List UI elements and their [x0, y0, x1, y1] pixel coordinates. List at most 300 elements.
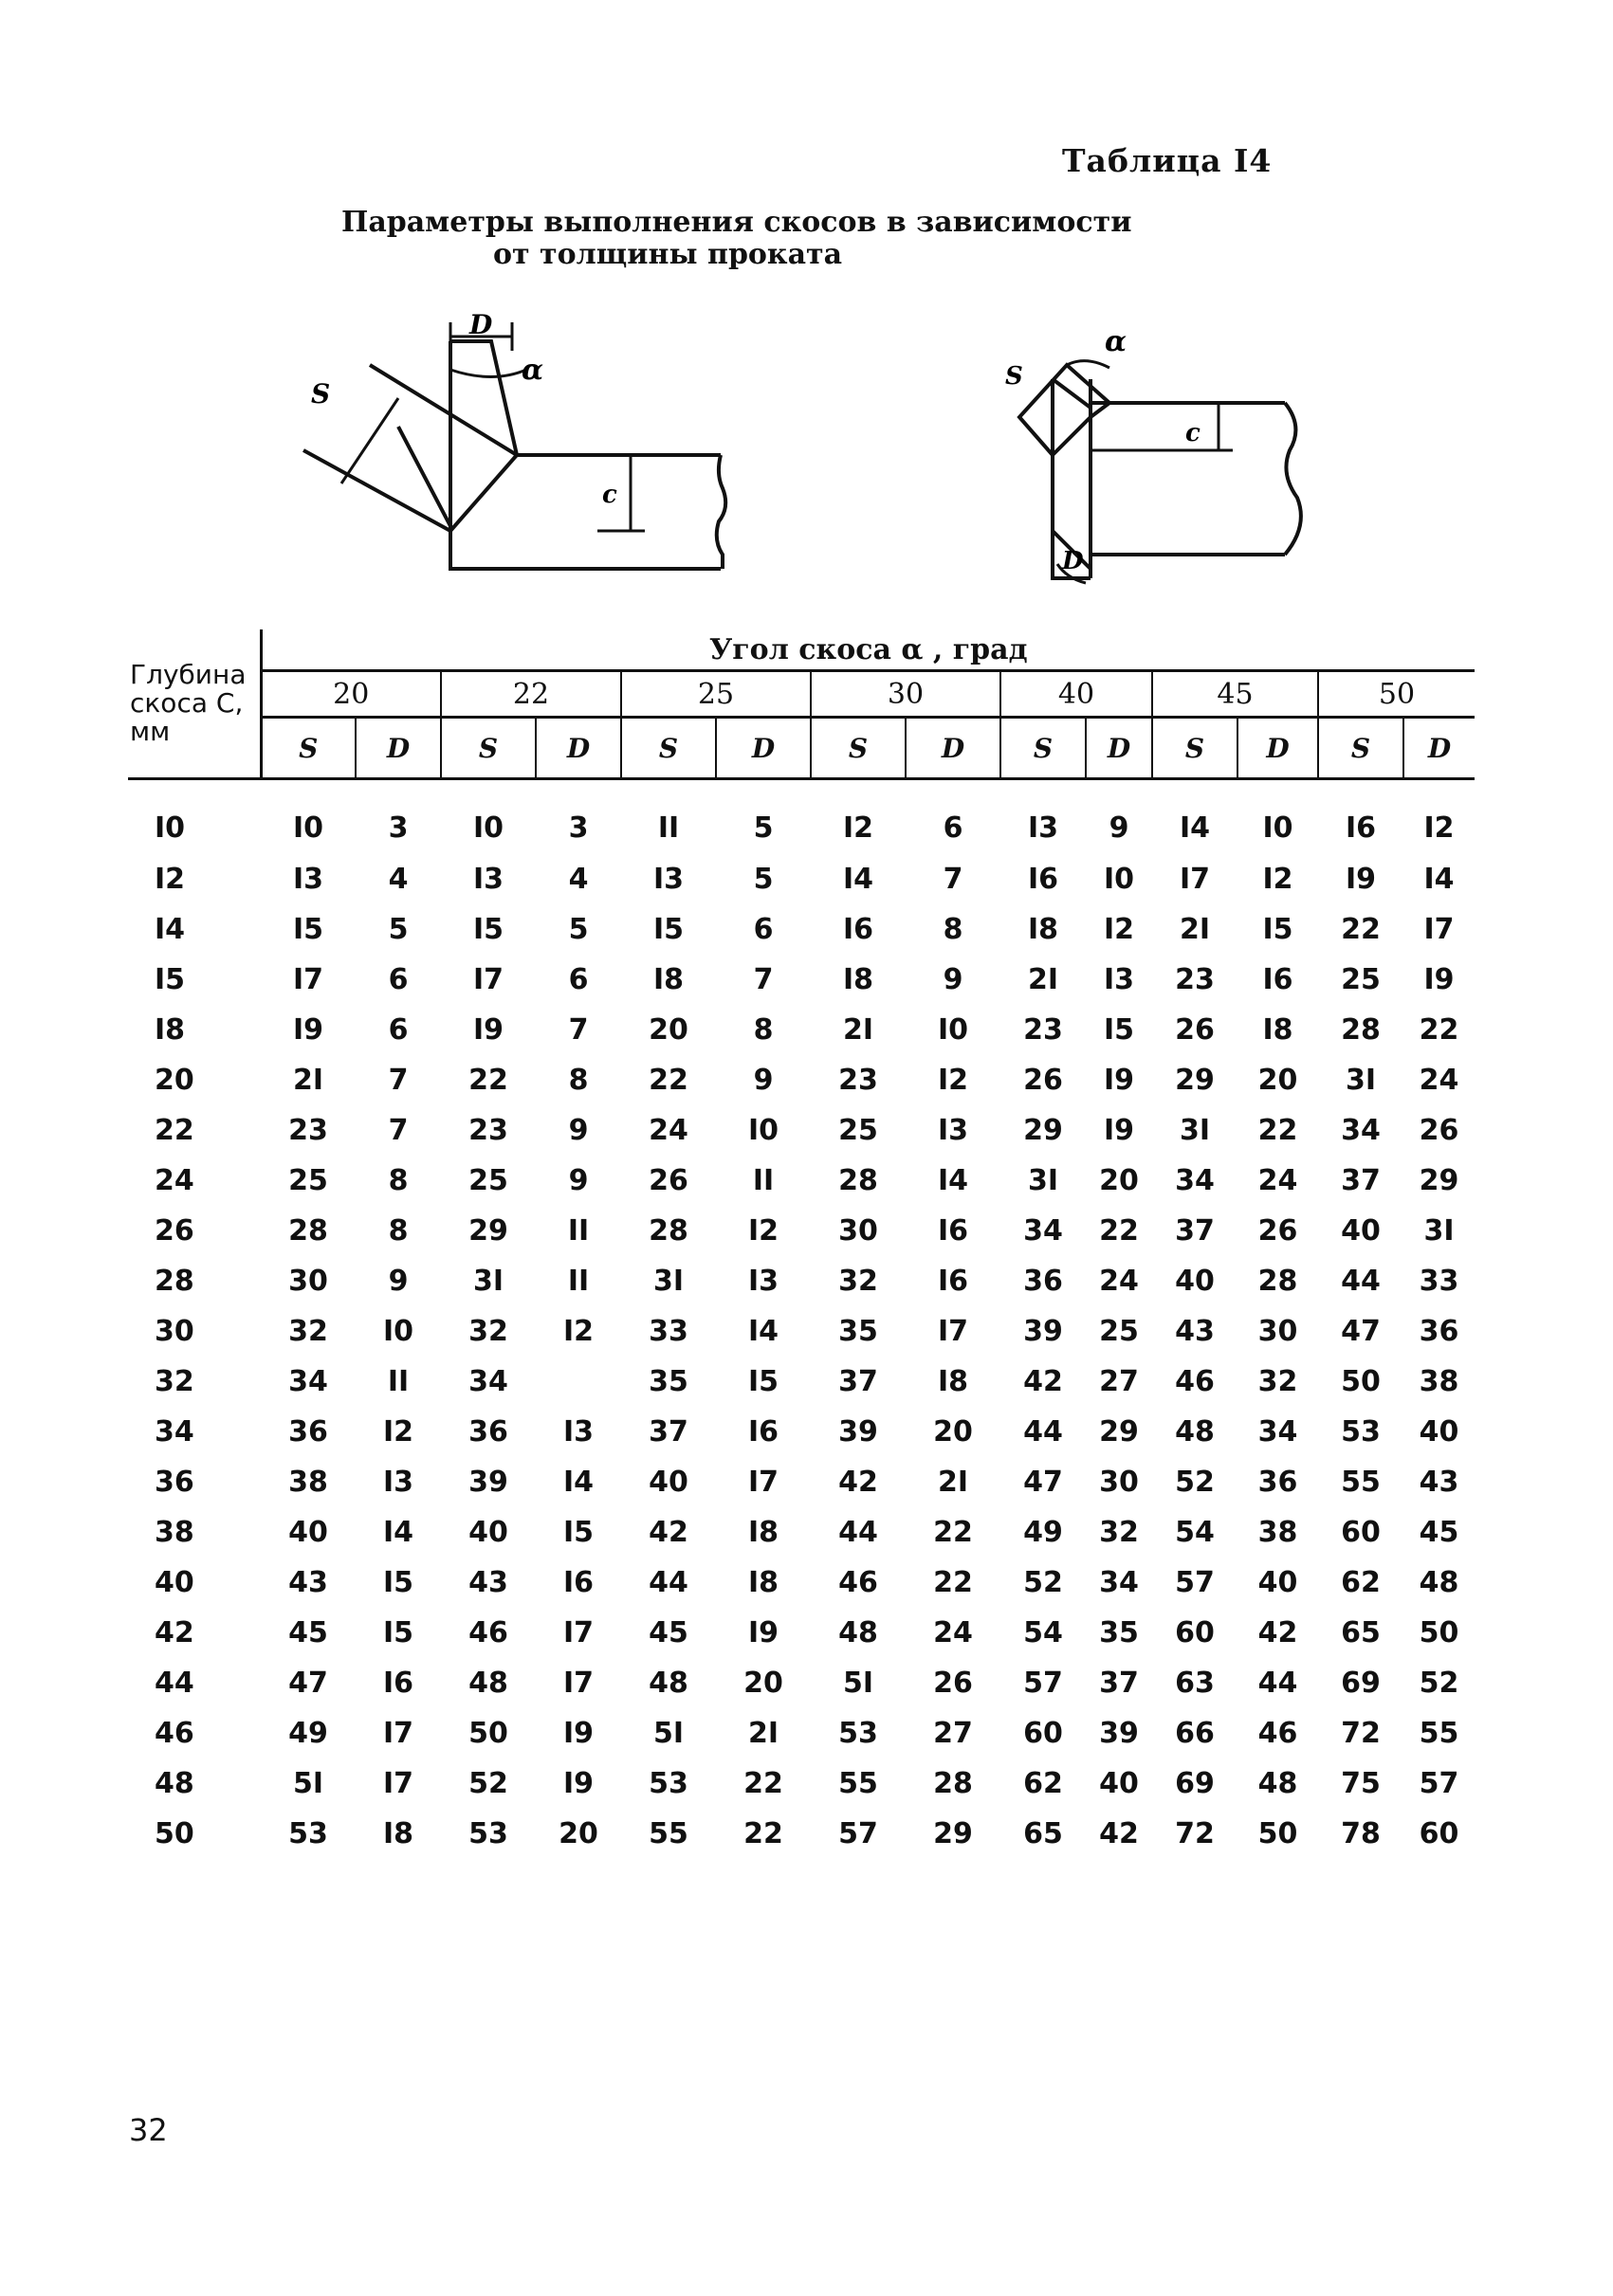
value-cell: 63 [1175, 1667, 1215, 1700]
value-cell: 29 [1099, 1415, 1139, 1449]
col-s: S [1152, 718, 1237, 779]
value-cell: 36 [1257, 1466, 1298, 1499]
value-cell: 55 [1419, 1717, 1459, 1750]
value-cell: 30 [288, 1265, 328, 1298]
value-cell: 22 [933, 1516, 973, 1549]
value-cell: 48 [468, 1667, 508, 1700]
value-cell: 25 [288, 1164, 328, 1197]
value-cell: 40 [288, 1516, 328, 1549]
value-cell: 22 [933, 1566, 973, 1599]
value-cell: I2 [747, 1214, 779, 1248]
col-d: D [536, 718, 621, 779]
value-cell: 53 [838, 1717, 878, 1750]
value-cell: I2 [1423, 811, 1455, 845]
value-cell: 3 [388, 811, 409, 845]
table-row [128, 1407, 1475, 1457]
value-cell: 53 [1341, 1415, 1381, 1449]
value-cell: 34 [1341, 1114, 1381, 1147]
value-cell: II [752, 1164, 775, 1197]
value-cell: 57 [838, 1817, 878, 1850]
value-cell: 2I [292, 1064, 324, 1097]
value-cell: 40 [1257, 1566, 1298, 1599]
value-cell: 6 [568, 963, 589, 996]
value-cell: 37 [838, 1365, 878, 1398]
value-cell: 28 [288, 1214, 328, 1248]
table-row [128, 1809, 1475, 1859]
value-cell: 44 [1257, 1667, 1298, 1700]
value-cell: I5 [382, 1616, 414, 1649]
value-cell: 44 [1341, 1265, 1381, 1298]
value-cell: 34 [468, 1365, 508, 1398]
depth-cell: I0 [155, 811, 186, 845]
value-cell: 40 [1341, 1214, 1381, 1248]
angle-20: 20 [261, 671, 441, 718]
col-s: S [1318, 718, 1403, 779]
value-cell: 22 [1341, 913, 1381, 946]
value-cell: 42 [1257, 1616, 1298, 1649]
value-cell: I6 [382, 1667, 414, 1700]
value-cell: 27 [1099, 1365, 1139, 1398]
value-cell: 26 [1175, 1013, 1215, 1047]
value-cell: 42 [649, 1516, 688, 1549]
value-cell: I6 [1027, 863, 1059, 896]
value-cell: I4 [1179, 811, 1211, 845]
value-cell: I7 [562, 1616, 595, 1649]
value-cell: I3 [382, 1466, 414, 1499]
value-cell: 30 [1099, 1466, 1139, 1499]
depth-cell: 22 [155, 1114, 194, 1147]
value-cell: 48 [1257, 1767, 1298, 1800]
value-cell: 39 [1023, 1315, 1063, 1348]
value-cell: 6 [388, 963, 409, 996]
value-cell: 29 [468, 1214, 508, 1248]
value-cell: 66 [1175, 1717, 1215, 1750]
value-cell: 5 [753, 863, 774, 896]
value-cell: I5 [652, 913, 685, 946]
value-cell: 72 [1175, 1817, 1215, 1850]
depth-cell: 32 [155, 1365, 194, 1398]
value-cell: I8 [652, 963, 685, 996]
value-cell: 69 [1175, 1767, 1215, 1800]
col-d: D [1086, 718, 1152, 779]
value-cell: 45 [649, 1616, 688, 1649]
value-cell: 34 [1023, 1214, 1063, 1248]
value-cell: 20 [933, 1415, 973, 1449]
value-cell: I6 [937, 1265, 969, 1298]
value-cell: I5 [382, 1566, 414, 1599]
value-cell: I9 [562, 1767, 595, 1800]
value-cell: 48 [649, 1667, 688, 1700]
col-s: S [811, 718, 906, 779]
table-row [128, 1357, 1475, 1407]
value-cell: 28 [649, 1214, 688, 1248]
value-cell: I7 [292, 963, 324, 996]
value-cell: 69 [1341, 1667, 1381, 1700]
depth-cell: 38 [155, 1516, 194, 1549]
value-cell: 32 [288, 1315, 328, 1348]
value-cell: 20 [559, 1817, 598, 1850]
value-cell: 24 [649, 1114, 688, 1147]
value-cell: 60 [1023, 1717, 1063, 1750]
page-number: 32 [129, 2112, 168, 2148]
value-cell: I9 [1103, 1114, 1135, 1147]
value-cell: 7 [753, 963, 774, 996]
value-cell: 24 [933, 1616, 973, 1649]
value-cell: 37 [1341, 1164, 1381, 1197]
label-d-right: D [1062, 547, 1084, 575]
value-cell: 26 [649, 1164, 688, 1197]
value-cell: 23 [838, 1064, 878, 1097]
table-row [128, 1156, 1475, 1206]
value-cell: 3I [652, 1265, 685, 1298]
value-cell: 7 [943, 863, 963, 896]
col-s: S [441, 718, 536, 779]
value-cell: 34 [1257, 1415, 1298, 1449]
value-cell: 53 [468, 1817, 508, 1850]
value-cell: I7 [747, 1466, 779, 1499]
value-cell: 35 [649, 1365, 688, 1398]
angle-40: 40 [1000, 671, 1152, 718]
value-cell: I6 [562, 1566, 595, 1599]
value-cell: 48 [838, 1616, 878, 1649]
value-cell: I3 [472, 863, 504, 896]
value-cell: 57 [1175, 1566, 1215, 1599]
value-cell: 7 [388, 1064, 409, 1097]
value-cell: I3 [747, 1265, 779, 1298]
value-cell: 38 [1419, 1365, 1459, 1398]
value-cell: 9 [753, 1064, 774, 1097]
value-cell: 2I [1179, 913, 1211, 946]
value-cell: 26 [1257, 1214, 1298, 1248]
value-cell: 29 [1175, 1064, 1215, 1097]
label-s-right: S [1005, 362, 1023, 391]
value-cell: 7 [388, 1114, 409, 1147]
value-cell: I9 [747, 1616, 779, 1649]
value-cell: 43 [468, 1566, 508, 1599]
angle-50: 50 [1318, 671, 1475, 718]
value-cell: 26 [1419, 1114, 1459, 1147]
table-row [128, 1558, 1475, 1608]
value-cell: I6 [747, 1415, 779, 1449]
value-cell: I4 [747, 1315, 779, 1348]
value-cell: 53 [288, 1817, 328, 1850]
value-cell: 30 [1257, 1315, 1298, 1348]
value-cell: 48 [1175, 1415, 1215, 1449]
table-row [128, 1507, 1475, 1558]
value-cell: 24 [1419, 1064, 1459, 1097]
value-cell: I2 [937, 1064, 969, 1097]
label-c-left: c [602, 481, 617, 509]
value-cell: 28 [1341, 1013, 1381, 1047]
value-cell: 43 [288, 1566, 328, 1599]
value-cell: 55 [649, 1817, 688, 1850]
value-cell: I4 [562, 1466, 595, 1499]
value-cell: 37 [1175, 1214, 1215, 1248]
value-cell: 55 [838, 1767, 878, 1800]
value-cell: 46 [468, 1616, 508, 1649]
value-cell: 60 [1341, 1516, 1381, 1549]
angle-30: 30 [811, 671, 1000, 718]
value-cell: 3I [472, 1265, 504, 1298]
table-row [128, 1758, 1475, 1809]
value-cell: I9 [292, 1013, 324, 1047]
value-cell: 23 [1175, 963, 1215, 996]
value-cell: 22 [1257, 1114, 1298, 1147]
value-cell: 22 [1099, 1214, 1139, 1248]
value-cell: I7 [1423, 913, 1455, 946]
value-cell: 2I [747, 1717, 779, 1750]
value-cell: 65 [1023, 1817, 1063, 1850]
value-cell: 22 [743, 1767, 783, 1800]
value-cell: 23 [1023, 1013, 1063, 1047]
depth-cell: 34 [155, 1415, 194, 1449]
value-cell: 60 [1419, 1817, 1459, 1850]
table-row [128, 955, 1475, 1005]
bevel-parameters-table [128, 629, 1475, 1859]
value-cell: 8 [388, 1164, 409, 1197]
value-cell: I9 [1423, 963, 1455, 996]
table-row [128, 1055, 1475, 1105]
value-cell: I9 [1103, 1064, 1135, 1097]
value-cell: 65 [1341, 1616, 1381, 1649]
value-cell: I8 [1027, 913, 1059, 946]
value-cell: 45 [288, 1616, 328, 1649]
bevel-diagram-right [996, 313, 1309, 597]
depth-cell: I4 [155, 913, 186, 946]
depth-header: Глубина скоса С, мм [128, 629, 261, 779]
value-cell: I7 [937, 1315, 969, 1348]
value-cell: 39 [838, 1415, 878, 1449]
table-row [128, 1708, 1475, 1758]
value-cell: 38 [1257, 1516, 1298, 1549]
value-cell: I4 [937, 1164, 969, 1197]
value-cell: 52 [1023, 1566, 1063, 1599]
value-cell: 25 [1099, 1315, 1139, 1348]
value-cell: 28 [1257, 1265, 1298, 1298]
value-cell: 5I [292, 1767, 324, 1800]
value-cell: I5 [472, 913, 504, 946]
label-alpha-left: α [522, 354, 544, 387]
angle-header: Угол скоса α , град [261, 629, 1475, 671]
value-cell: 50 [1257, 1817, 1298, 1850]
value-cell: 42 [838, 1466, 878, 1499]
value-cell: II [567, 1265, 590, 1298]
value-cell: 6 [388, 1013, 409, 1047]
value-cell: 42 [1099, 1817, 1139, 1850]
value-cell: I9 [472, 1013, 504, 1047]
value-cell: 39 [468, 1466, 508, 1499]
value-cell: 5I [842, 1667, 874, 1700]
value-cell: 33 [1419, 1265, 1459, 1298]
table-row [128, 779, 1475, 855]
value-cell: I5 [562, 1516, 595, 1549]
value-cell: 34 [1175, 1164, 1215, 1197]
value-cell: 9 [943, 963, 963, 996]
value-cell: I8 [382, 1817, 414, 1850]
value-cell: 4 [568, 863, 589, 896]
value-cell: 9 [568, 1114, 589, 1147]
value-cell: 35 [838, 1315, 878, 1348]
value-cell: I5 [292, 913, 324, 946]
value-cell: 25 [1341, 963, 1381, 996]
table-title [341, 207, 1131, 271]
table-row [128, 1457, 1475, 1507]
value-cell: 46 [1257, 1717, 1298, 1750]
value-cell: I3 [1103, 963, 1135, 996]
table-row [128, 1105, 1475, 1156]
col-d: D [1237, 718, 1318, 779]
value-cell: I0 [292, 811, 324, 845]
value-cell: 54 [1023, 1616, 1063, 1649]
value-cell: 9 [1109, 811, 1129, 845]
table-row [128, 1005, 1475, 1055]
table-row [128, 1206, 1475, 1256]
value-cell: 8 [388, 1214, 409, 1248]
value-cell: 5I [652, 1717, 685, 1750]
value-cell: I8 [747, 1516, 779, 1549]
value-cell: 39 [1099, 1717, 1139, 1750]
value-cell: I8 [937, 1365, 969, 1398]
value-cell: 48 [1419, 1566, 1459, 1599]
value-cell: 25 [468, 1164, 508, 1197]
col-d: D [716, 718, 811, 779]
value-cell: I7 [1179, 863, 1211, 896]
value-cell: 22 [743, 1817, 783, 1850]
depth-cell: 46 [155, 1717, 194, 1750]
value-cell: 3I [1179, 1114, 1211, 1147]
value-cell: I4 [842, 863, 874, 896]
value-cell: 28 [933, 1767, 973, 1800]
value-cell: 57 [1023, 1667, 1063, 1700]
value-cell: 22 [1419, 1013, 1459, 1047]
value-cell: 8 [753, 1013, 774, 1047]
value-cell: 5 [388, 913, 409, 946]
value-cell: I3 [937, 1114, 969, 1147]
value-cell: 24 [1099, 1265, 1139, 1298]
value-cell: 62 [1341, 1566, 1381, 1599]
value-cell: II [567, 1214, 590, 1248]
col-d: D [906, 718, 1000, 779]
value-cell: I7 [562, 1667, 595, 1700]
value-cell: 23 [468, 1114, 508, 1147]
value-cell: 40 [1099, 1767, 1139, 1800]
value-cell: 20 [743, 1667, 783, 1700]
bevel-diagram-left [284, 313, 740, 588]
value-cell: 20 [1257, 1064, 1298, 1097]
depth-cell: I5 [155, 963, 186, 996]
value-cell: I2 [1262, 863, 1293, 896]
value-cell: I3 [652, 863, 685, 896]
value-cell: 32 [1099, 1516, 1139, 1549]
value-cell: 27 [933, 1717, 973, 1750]
value-cell: 60 [1175, 1616, 1215, 1649]
value-cell: 40 [649, 1466, 688, 1499]
value-cell: 53 [649, 1767, 688, 1800]
value-cell: 5 [753, 811, 774, 845]
value-cell: 40 [1419, 1415, 1459, 1449]
value-cell: 62 [1023, 1767, 1063, 1800]
value-cell: 47 [1023, 1466, 1063, 1499]
value-cell: II [657, 811, 680, 845]
value-cell: 42 [1023, 1365, 1063, 1398]
depth-cell: 24 [155, 1164, 194, 1197]
value-cell: I0 [472, 811, 504, 845]
value-cell: 20 [1099, 1164, 1139, 1197]
value-cell: I5 [747, 1365, 779, 1398]
value-cell: I0 [747, 1114, 779, 1147]
label-s-left: S [311, 378, 331, 410]
value-cell: 37 [649, 1415, 688, 1449]
value-cell: 47 [1341, 1315, 1381, 1348]
value-cell: 34 [1099, 1566, 1139, 1599]
value-cell: 3 [568, 811, 589, 845]
col-s: S [621, 718, 716, 779]
value-cell: I6 [1262, 963, 1293, 996]
value-cell: 52 [468, 1767, 508, 1800]
value-cell: 3I [1423, 1214, 1455, 1248]
value-cell: 43 [1175, 1315, 1215, 1348]
value-cell: 25 [838, 1114, 878, 1147]
value-cell: 46 [838, 1566, 878, 1599]
depth-cell: 48 [155, 1767, 194, 1800]
value-cell: 75 [1341, 1767, 1381, 1800]
value-cell: 24 [1257, 1164, 1298, 1197]
value-cell: 9 [388, 1265, 409, 1298]
col-s: S [261, 718, 356, 779]
value-cell: 47 [288, 1667, 328, 1700]
value-cell: I3 [562, 1415, 595, 1449]
value-cell: 50 [1419, 1616, 1459, 1649]
value-cell: 38 [288, 1466, 328, 1499]
angle-25: 25 [621, 671, 811, 718]
value-cell: 7 [568, 1013, 589, 1047]
value-cell: I9 [1345, 863, 1377, 896]
value-cell: 32 [1257, 1365, 1298, 1398]
value-cell: 49 [288, 1717, 328, 1750]
value-cell: 55 [1341, 1466, 1381, 1499]
value-cell: I4 [1423, 863, 1455, 896]
value-cell: I2 [382, 1415, 414, 1449]
value-cell: 3I [1027, 1164, 1059, 1197]
value-cell: I9 [562, 1717, 595, 1750]
value-cell: 36 [288, 1415, 328, 1449]
value-cell: I5 [1103, 1013, 1135, 1047]
depth-cell: 30 [155, 1315, 194, 1348]
value-cell: 26 [1023, 1064, 1063, 1097]
value-cell: 20 [649, 1013, 688, 1047]
value-cell [536, 1357, 621, 1407]
value-cell: 36 [1419, 1315, 1459, 1348]
table-row [128, 904, 1475, 955]
value-cell: 40 [1175, 1265, 1215, 1298]
depth-cell: 50 [155, 1817, 194, 1850]
value-cell: I8 [1262, 1013, 1293, 1047]
value-cell: 6 [753, 913, 774, 946]
value-cell: 2I [1027, 963, 1059, 996]
col-d: D [1403, 718, 1475, 779]
depth-cell: 40 [155, 1566, 194, 1599]
table-row [128, 1256, 1475, 1306]
value-cell: 50 [1341, 1365, 1381, 1398]
value-cell: I7 [472, 963, 504, 996]
value-cell: 6 [943, 811, 963, 845]
value-cell: 40 [468, 1516, 508, 1549]
value-cell: 30 [838, 1214, 878, 1248]
label-c-right: c [1185, 419, 1201, 447]
value-cell: 72 [1341, 1717, 1381, 1750]
value-cell: I3 [292, 863, 324, 896]
value-cell: 9 [568, 1164, 589, 1197]
